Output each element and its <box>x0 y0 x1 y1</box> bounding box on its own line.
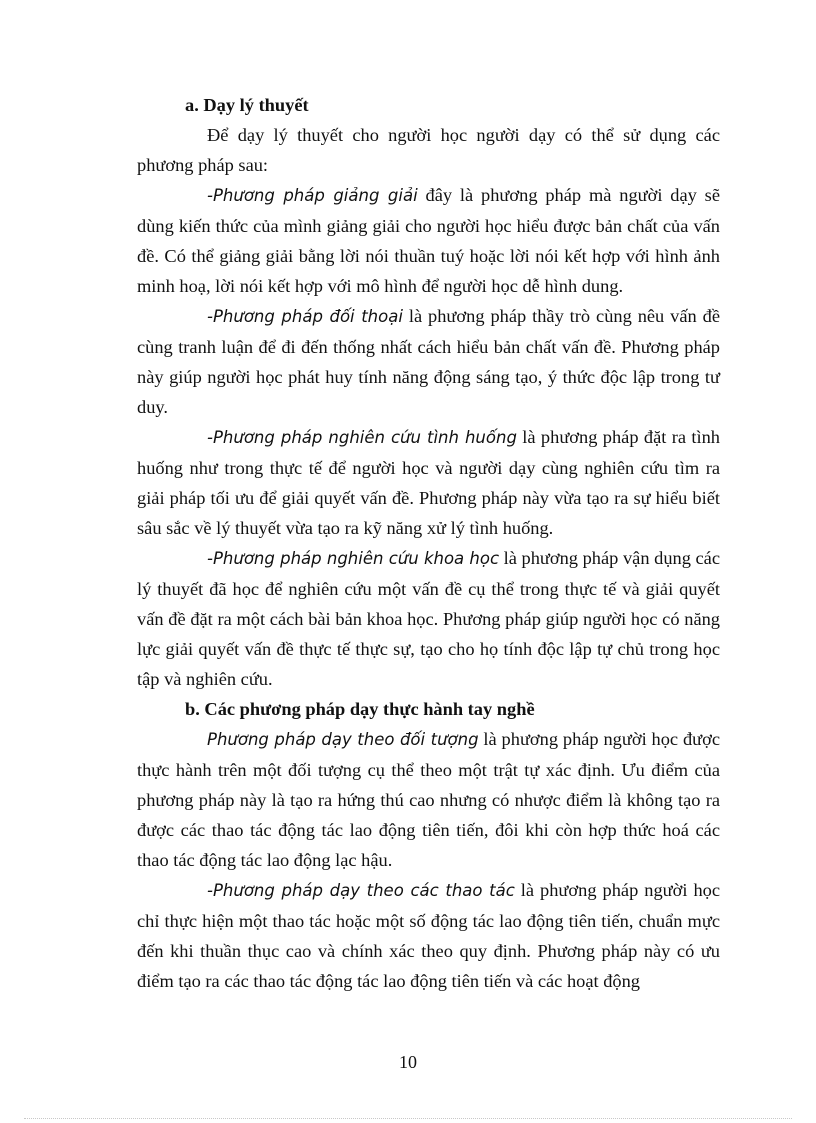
method-text: là phương pháp người học được thực hành trên một đối tượng cụ thể theo một trật tự xác định. Ưu điểm của phương pháp này là tạo ra hứng thú cao nhưng có nhược điểm là không tạo ra được các thao tác động tác lao động tiên tiến, đôi khi còn hợp thức hoá các thao tác động tác lao động lạc hậu. <box>137 729 720 870</box>
method-name: -Phương pháp nghiên cứu tình huống <box>207 428 517 447</box>
method-name: Phương pháp dạy theo đối tượng <box>207 730 479 749</box>
method-name: -Phương pháp dạy theo các thao tác <box>207 881 515 900</box>
page-body <box>137 90 720 996</box>
section-b-heading: b. Các phương pháp dạy thực hành tay nghề <box>185 699 535 719</box>
method-name: -Phương pháp giảng giải <box>207 186 418 205</box>
method-paragraph <box>137 724 720 875</box>
section-a-heading: a. Dạy lý thuyết <box>185 95 309 115</box>
section-a-intro: Để dạy lý thuyết cho người học người dạy có thể sử dụng các phương pháp sau: <box>137 125 720 175</box>
page-number: 10 <box>399 1052 417 1072</box>
page-bottom-divider <box>24 1118 792 1119</box>
method-paragraph <box>137 301 720 422</box>
method-text: là phương pháp đặt ra tình huống như trong thực tế để người học và người dạy cùng nghiên cứu tìm ra giải pháp tối ưu để giải quyết vấn đề. Phương pháp này vừa tạo ra sự hiểu biết sâu sắc về lý thuyết vừa tạo ra kỹ năng xử lý tình huống. <box>137 427 720 538</box>
method-text: đây là phương pháp mà người dạy sẽ dùng kiến thức của mình giảng giải cho người học hiểu được bản chất của vấn đề. Có thể giảng giải bằng lời nói thuần tuý hoặc lời nói kết hợp với hình ảnh minh hoạ, lời nói kết hợp với mô hình để người học dễ hình dung. <box>137 185 720 296</box>
method-name: -Phương pháp nghiên cứu khoa học <box>207 549 500 568</box>
method-paragraph <box>137 180 720 301</box>
method-paragraph <box>137 543 720 694</box>
method-text: là phương pháp thầy trò cùng nêu vấn đề cùng tranh luận để đi đến thống nhất cách hiểu bản chất vấn đề. Phương pháp này giúp người học phát huy tính năng động sáng tạo, ý thức độc lập trong tư duy. <box>137 306 720 417</box>
method-paragraph <box>137 422 720 543</box>
method-text: là phương pháp vận dụng các lý thuyết đã học để nghiên cứu một vấn đề cụ thể trong thực tế và giải quyết vấn đề đặt ra một cách bài bản khoa học. Phương pháp giúp người học có năng lực giải quyết vấn đề thực tế thực sự, tạo cho họ tính độc lập tự chủ trong học tập và nghiên cứu. <box>137 548 721 689</box>
method-paragraph <box>137 875 720 996</box>
method-name: -Phương pháp đối thoại <box>207 307 403 326</box>
method-text: là phương pháp người học chỉ thực hiện một thao tác hoặc một số động tác lao động tiên tiến, chuẩn mực đến khi thuần thục cao và chính xác theo quy định. Phương pháp này có ưu điểm tạo ra các thao tác động tác lao động tiên tiến và các hoạt động <box>137 880 720 991</box>
